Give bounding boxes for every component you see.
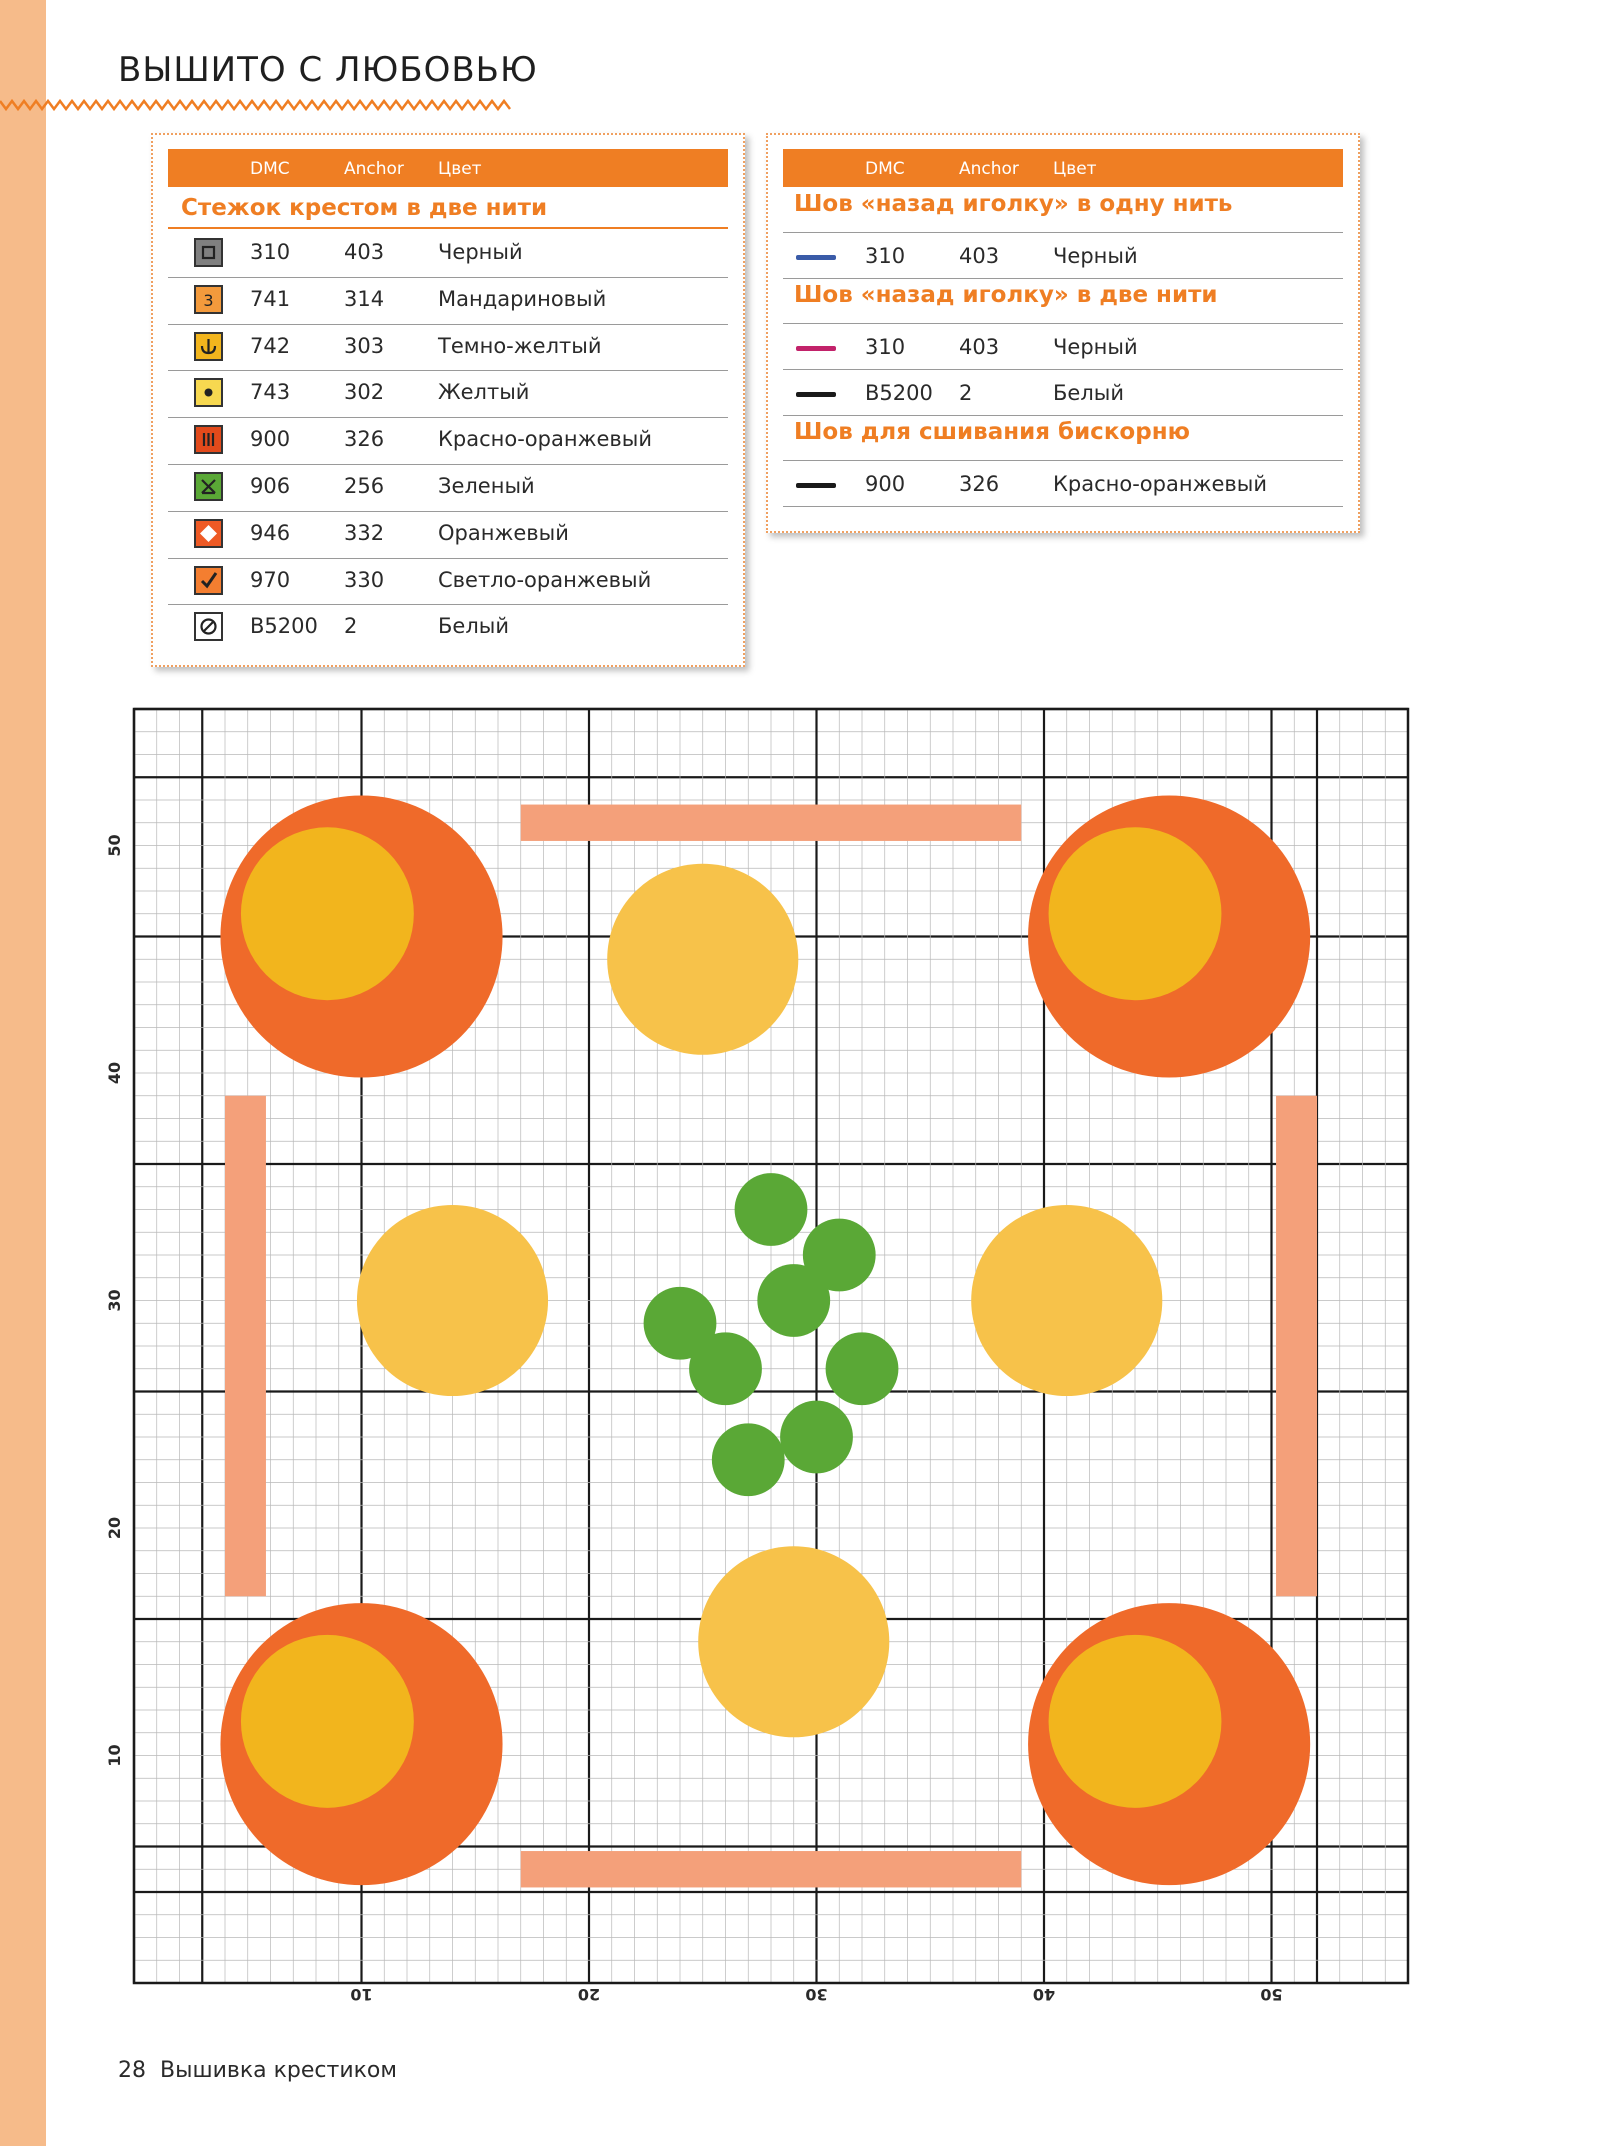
side-strip: [0, 0, 46, 2146]
key-row: [783, 462, 1343, 508]
page-title: ВЫШИТО С ЛЮБОВЬЮ: [118, 50, 538, 90]
cross-stitch-chart: [105, 709, 1424, 2009]
backstitch-key: [766, 133, 1360, 533]
line-swatch: [796, 346, 836, 351]
x-tick-label: 40: [1032, 1985, 1056, 2004]
cell-name: Зеленый: [438, 474, 535, 498]
x-tick-label: 50: [1260, 1985, 1283, 2004]
zigzag-divider: [0, 98, 510, 112]
cell-name: Оранжевый: [438, 520, 569, 545]
cell-dmc: 970: [250, 567, 291, 592]
cross-stitch-key: [151, 133, 745, 667]
section-title: Шов для сшивания бискорню: [794, 419, 1190, 445]
col-color: Цвет: [438, 159, 482, 179]
col-anchor: Anchor: [344, 159, 404, 179]
check-icon: [194, 566, 223, 595]
key-row: [168, 558, 728, 604]
border-right: [1276, 1096, 1317, 1597]
key-header: [168, 149, 728, 187]
key-row: [168, 511, 728, 557]
cell-dmc: 946: [250, 520, 291, 545]
cell-name: Черный: [1053, 244, 1138, 268]
cell-name: Белый: [438, 614, 509, 639]
y-tick-label: 10: [105, 1744, 124, 1767]
section-name: Вышивка крестиком: [160, 2058, 397, 2083]
cell-anchor: 326: [344, 427, 385, 452]
bars-icon: [194, 425, 223, 454]
cell-anchor: 326: [959, 472, 1000, 496]
motif-circle-center: [1049, 827, 1222, 1000]
motif-green: [735, 1173, 808, 1246]
cell-name: Красно-оранжевый: [1053, 472, 1268, 496]
cell-dmc: 900: [865, 472, 906, 496]
cell-name: Желтый: [438, 380, 530, 405]
x-tick-label: 10: [350, 1985, 373, 2004]
section-title: Стежок крестом в две нити: [181, 195, 548, 221]
cell-dmc: 310: [865, 244, 906, 268]
x-tick-label: 20: [577, 1985, 601, 2004]
page-footer: [118, 2058, 397, 2083]
border-left: [225, 1096, 266, 1597]
cell-dmc: 310: [865, 335, 906, 359]
cell-name: Темно-желтый: [438, 333, 602, 358]
cell-anchor: 2: [959, 381, 973, 405]
motif-leaf: [607, 864, 798, 1055]
y-tick-label: 50: [105, 834, 124, 857]
cell-anchor: 332: [344, 520, 385, 545]
col-dmc: DMC: [250, 159, 290, 179]
motif-green: [712, 1423, 785, 1496]
motif-leaf: [357, 1205, 548, 1396]
line-swatch: [796, 392, 836, 397]
page-number: 28: [118, 2058, 146, 2083]
key-row: [168, 324, 728, 370]
motif-circle-center: [241, 1635, 414, 1808]
anchor-icon: [194, 332, 223, 361]
col-dmc: DMC: [865, 159, 905, 179]
cell-name: Черный: [438, 240, 523, 264]
cell-anchor: 302: [344, 380, 385, 405]
dot-icon: [194, 378, 223, 407]
cell-anchor: 256: [344, 474, 385, 498]
y-tick-label: 30: [105, 1289, 124, 1312]
motif-green: [826, 1332, 899, 1405]
cell-dmc: 906: [250, 474, 291, 498]
key-row: [168, 464, 728, 510]
cell-dmc: B5200: [865, 381, 933, 405]
divider: [783, 369, 1343, 370]
cell-dmc: 741: [250, 286, 291, 311]
motif-green: [780, 1401, 853, 1474]
motif-circle-center: [241, 827, 414, 1000]
key-row: [783, 325, 1343, 371]
x-icon: [194, 472, 223, 501]
motif-leaf: [971, 1205, 1162, 1396]
key-header: [783, 149, 1343, 187]
key-row: [168, 277, 728, 323]
divider: [783, 323, 1343, 324]
cell-anchor: 403: [959, 335, 1000, 359]
key-row: [168, 417, 728, 463]
divider: [168, 227, 728, 229]
cell-dmc: 900: [250, 427, 291, 452]
cell-dmc: 742: [250, 333, 291, 358]
motif-green: [803, 1219, 876, 1292]
border-top: [521, 805, 1022, 841]
divider: [783, 460, 1343, 461]
divider: [783, 506, 1343, 507]
cell-anchor: 314: [344, 286, 385, 311]
cell-anchor: 403: [959, 244, 1000, 268]
cell-name: Белый: [1053, 381, 1124, 405]
cell-anchor: 2: [344, 614, 358, 639]
square-icon: [194, 238, 223, 267]
svg-text:3: 3: [203, 290, 214, 310]
cell-anchor: 330: [344, 567, 385, 592]
motif-green: [689, 1332, 762, 1405]
motif-leaf: [698, 1546, 889, 1737]
divider: [783, 415, 1343, 416]
key-row: [168, 604, 728, 650]
key-row: [783, 234, 1343, 280]
x-tick-label: 30: [805, 1985, 828, 2004]
cell-name: Красно-оранжевый: [438, 427, 653, 452]
three-icon: [194, 285, 223, 314]
line-swatch: [796, 255, 836, 260]
section-title: Шов «назад иголку» в две нити: [794, 282, 1218, 308]
col-color: Цвет: [1053, 159, 1097, 179]
cell-dmc: 743: [250, 380, 291, 405]
divider: [783, 278, 1343, 279]
col-anchor: Anchor: [959, 159, 1019, 179]
cell-dmc: B5200: [250, 614, 318, 639]
border-bottom: [521, 1851, 1022, 1887]
y-tick-label: 40: [105, 1061, 124, 1085]
cell-anchor: 403: [344, 240, 385, 264]
y-tick-label: 20: [105, 1516, 124, 1540]
cell-name: Мандариновый: [438, 286, 607, 311]
cell-dmc: 310: [250, 240, 291, 264]
cell-name: Черный: [1053, 335, 1138, 359]
key-row: [168, 230, 728, 276]
cell-anchor: 303: [344, 333, 385, 358]
key-row: [783, 371, 1343, 417]
cell-name: Светло-оранжевый: [438, 567, 652, 592]
line-swatch: [796, 483, 836, 488]
motif-circle-center: [1049, 1635, 1222, 1808]
diamond-icon: [194, 519, 223, 548]
key-row: [168, 370, 728, 416]
section-title: Шов «назад иголку» в одну нить: [794, 191, 1233, 217]
divider: [783, 232, 1343, 233]
slash-circle-icon: [194, 612, 223, 641]
